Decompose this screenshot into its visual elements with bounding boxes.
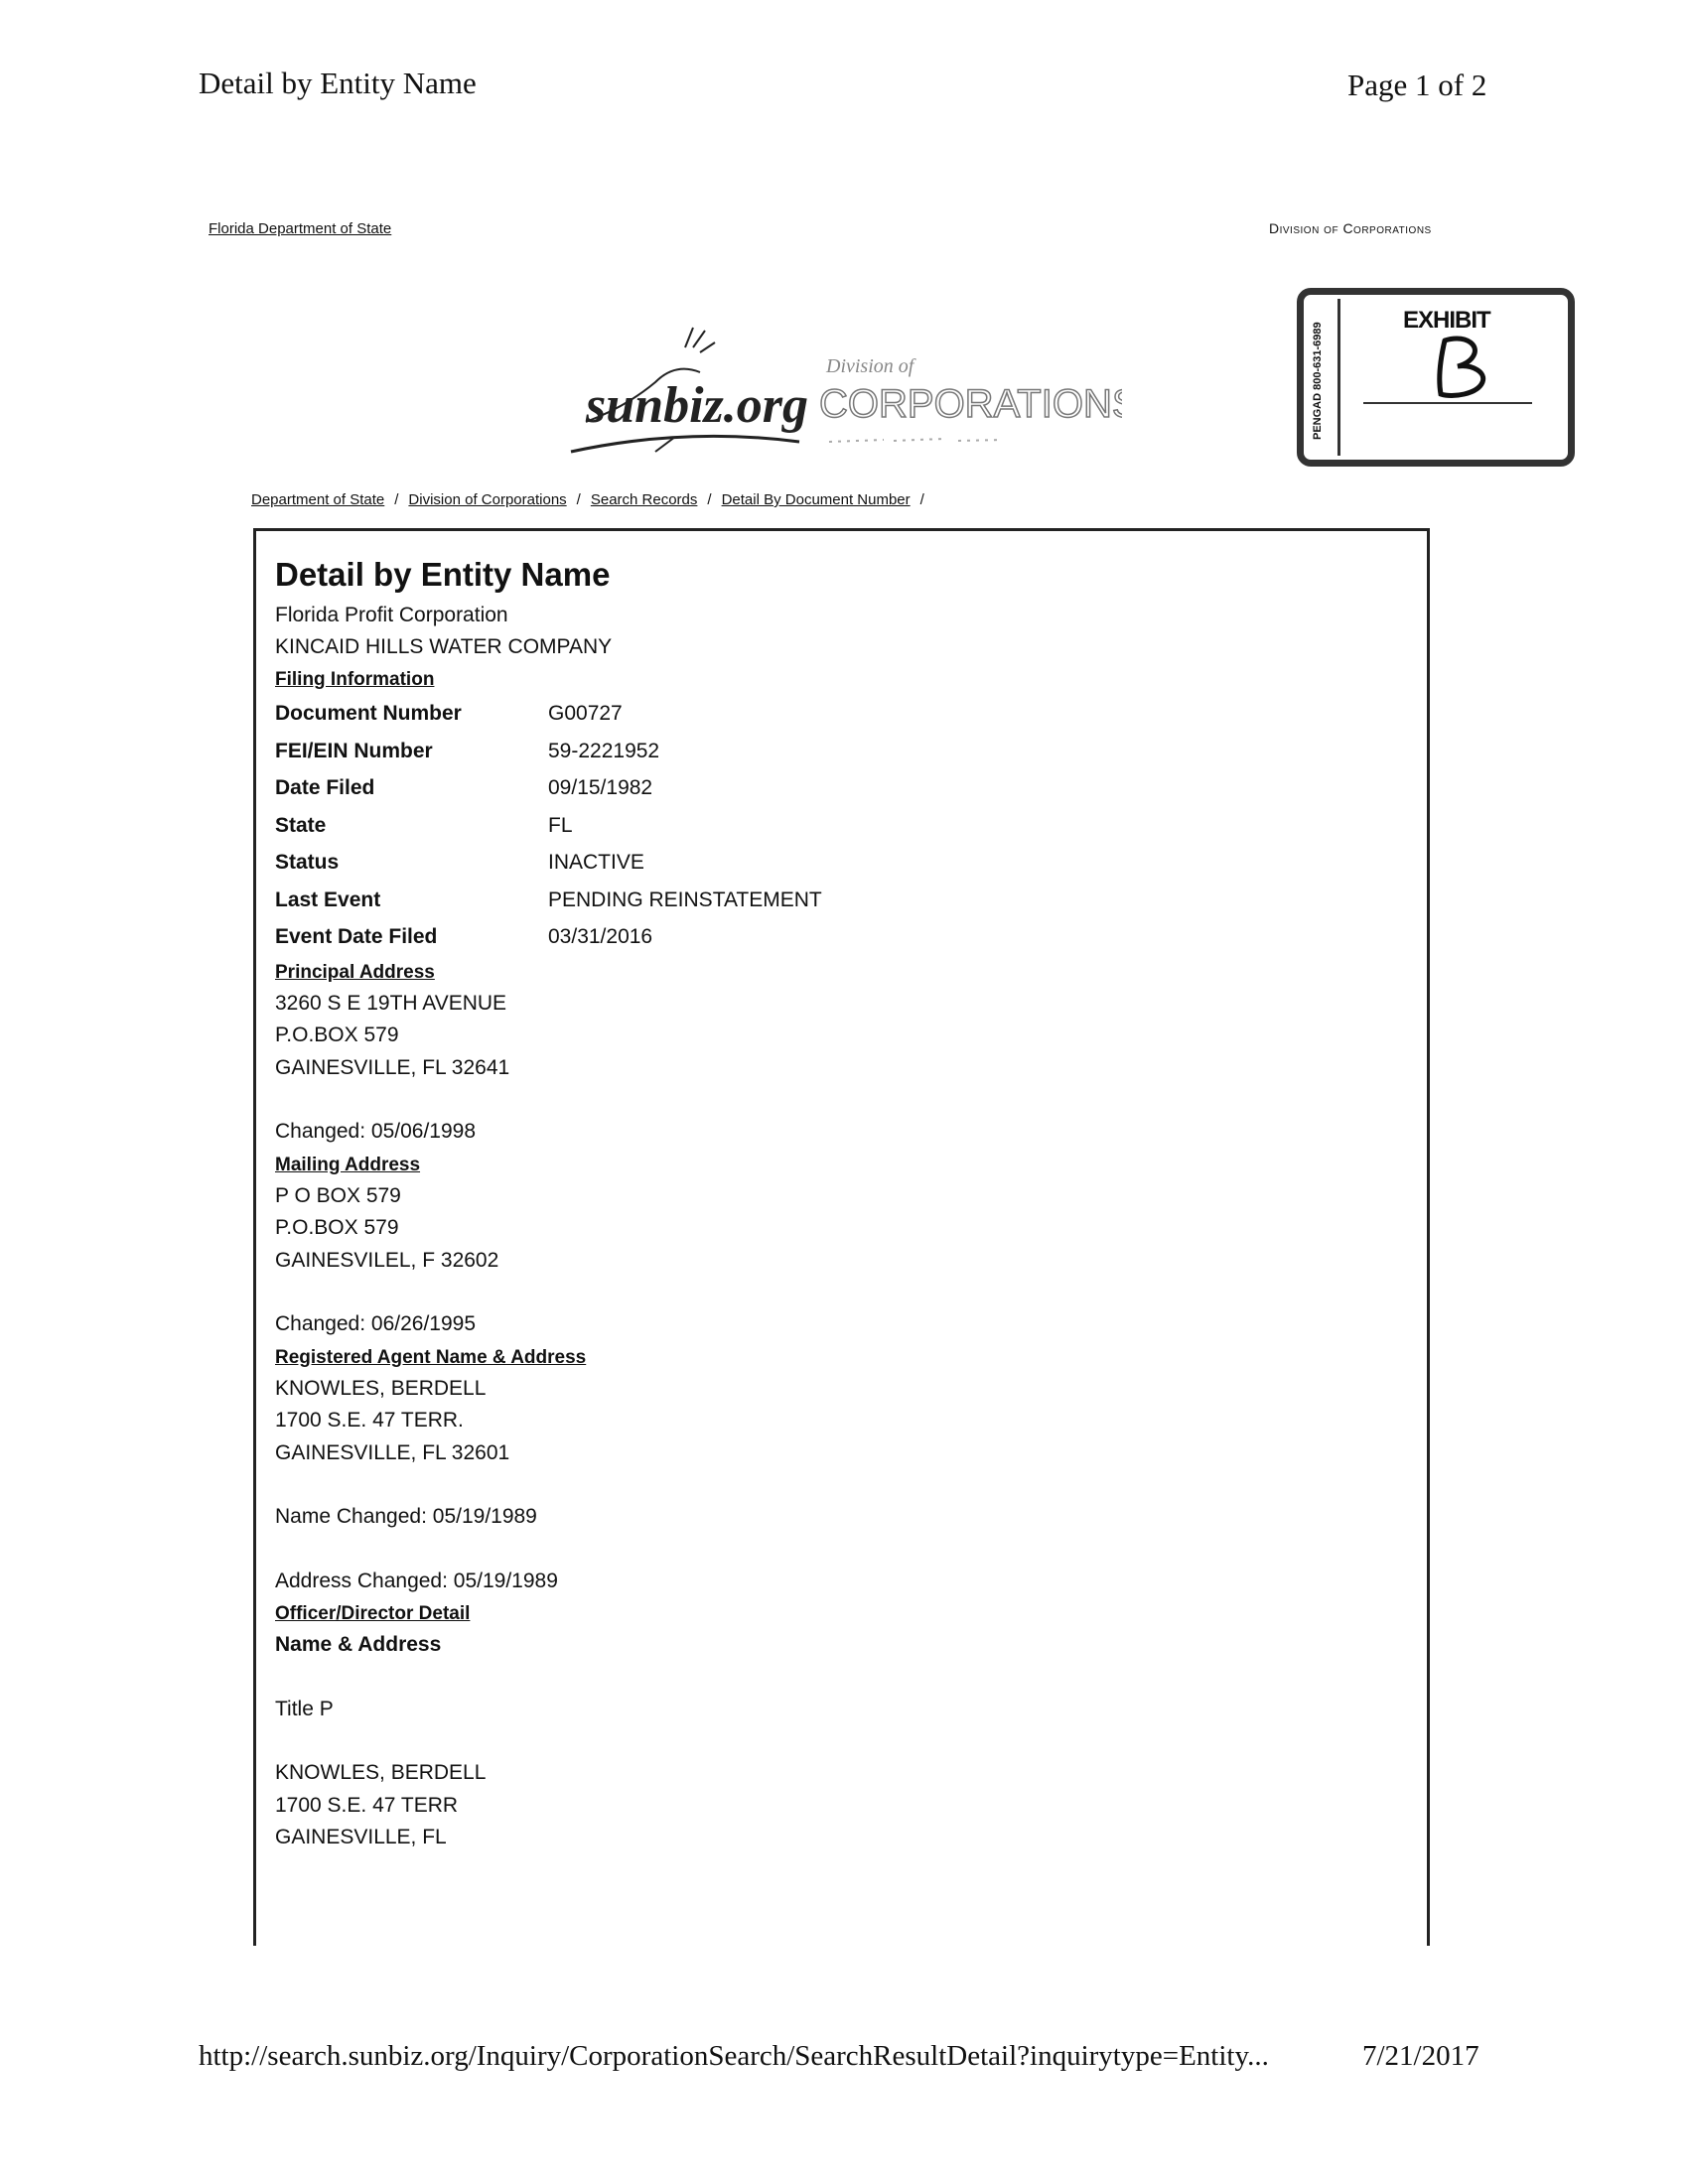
filing-row-event-date-filed [275,918,1367,956]
filing-label: FEI/EIN Number [275,739,433,762]
filing-label: Last Event [275,887,381,911]
filing-row-document-number [275,695,1367,733]
filing-information-heading: Filing Information [275,669,435,690]
entity-name: KINCAID HILLS WATER COMPANY [275,635,613,658]
exhibit-handwritten-letter [1423,333,1502,402]
mailing-changed: Changed: 06/26/1995 [275,1312,477,1335]
principal-address-line: GAINESVILLE, FL 32641 [275,1055,510,1079]
mailing-address-heading: Mailing Address [275,1154,421,1175]
officer-address-line: GAINESVILLE, FL [275,1826,447,1848]
breadcrumb [251,491,924,508]
logo-corporations-text: CORPORATIONS [819,382,1122,426]
filing-value: G00727 [548,702,623,725]
florida-dept-state-link[interactable]: Florida Department of State [209,220,392,237]
principal-address-heading: Principal Address [275,961,435,983]
agent-address-line: 1700 S.E. 47 TERR. [275,1409,464,1432]
agent-address-line: GAINESVILLE, FL 32601 [275,1440,510,1464]
breadcrumb-sep: / [576,491,581,508]
principal-changed: Changed: 05/06/1998 [275,1120,477,1143]
print-footer-date: 7/21/2017 [1362,2040,1479,2072]
officer-address-line: 1700 S.E. 47 TERR [275,1793,459,1817]
exhibit-title: EXHIBIT [1403,307,1490,334]
breadcrumb-sep: / [394,491,399,508]
logo-sunbiz-text: sunbiz.org [586,377,808,434]
principal-address-line: P.O.BOX 579 [275,1024,399,1046]
filing-label: Date Filed [275,776,375,799]
breadcrumb-detail-by-document-number[interactable]: Detail By Document Number [721,491,911,508]
agent-name-changed: Name Changed: 05/19/1989 [275,1505,537,1528]
filing-value: PENDING REINSTATEMENT [548,887,822,911]
filing-value: 59-2221952 [548,739,660,762]
filing-value: 09/15/1982 [548,776,653,799]
sunbiz-logo[interactable] [566,323,1122,467]
agent-address-changed: Address Changed: 05/19/1989 [275,1569,558,1592]
mailing-address-line: P O BOX 579 [275,1183,401,1207]
filing-row-state [275,807,1367,845]
officer-address-line: KNOWLES, BERDELL [275,1761,487,1784]
registered-agent-heading: Registered Agent Name & Address [275,1346,587,1368]
entity-type: Florida Profit Corporation [275,604,508,626]
breadcrumb-sep: / [919,491,924,508]
breadcrumb-sep: / [707,491,712,508]
exhibit-line [1363,402,1532,404]
mailing-address-line: P.O.BOX 579 [275,1216,399,1239]
detail-heading: Detail by Entity Name [275,556,611,593]
exhibit-divider [1337,299,1340,456]
filing-row-status [275,844,1367,882]
filing-row-fei-ein [275,733,1367,770]
print-footer-url: http://search.sunbiz.org/Inquiry/CorporationSearch/SearchResultDetail?inquirytype=Entity... [199,2040,1269,2072]
sunbiz-logo-graphic [566,323,1122,467]
breadcrumb-dept-of-state[interactable]: Department of State [251,491,385,508]
filing-label: Event Date Filed [275,925,438,948]
mailing-address-line: GAINESVILEL, F 32602 [275,1248,499,1272]
logo-subtitle-text: Division of [826,355,914,377]
breadcrumb-division-of-corporations[interactable]: Division of Corporations [408,491,567,508]
division-of-corporations-label: Division of Corporations [1269,220,1432,236]
filing-row-last-event [275,882,1367,919]
print-header-title: Detail by Entity Name [199,66,477,100]
officer-director-heading: Officer/Director Detail [275,1603,471,1624]
filing-value: FL [548,813,573,837]
filing-label: State [275,813,327,837]
filing-value: INACTIVE [548,851,644,874]
detail-content [275,556,1367,1854]
breadcrumb-search-records[interactable]: Search Records [590,491,698,508]
officer-title: Title P [275,1697,334,1720]
principal-address-line: 3260 S E 19TH AVENUE [275,991,507,1015]
print-header-page: Page 1 of 2 [1347,68,1487,102]
filing-information-table [275,695,1367,956]
exhibit-sticker [1297,288,1575,467]
exhibit-side-text: PENGAD 800-631-6989 [1312,322,1324,440]
officer-name-address-label: Name & Address [275,1633,442,1656]
filing-label: Status [275,851,340,874]
agent-address-line: KNOWLES, BERDELL [275,1376,487,1400]
filing-value: 03/31/2016 [548,925,653,948]
filing-label: Document Number [275,702,462,725]
filing-row-date-filed [275,769,1367,807]
